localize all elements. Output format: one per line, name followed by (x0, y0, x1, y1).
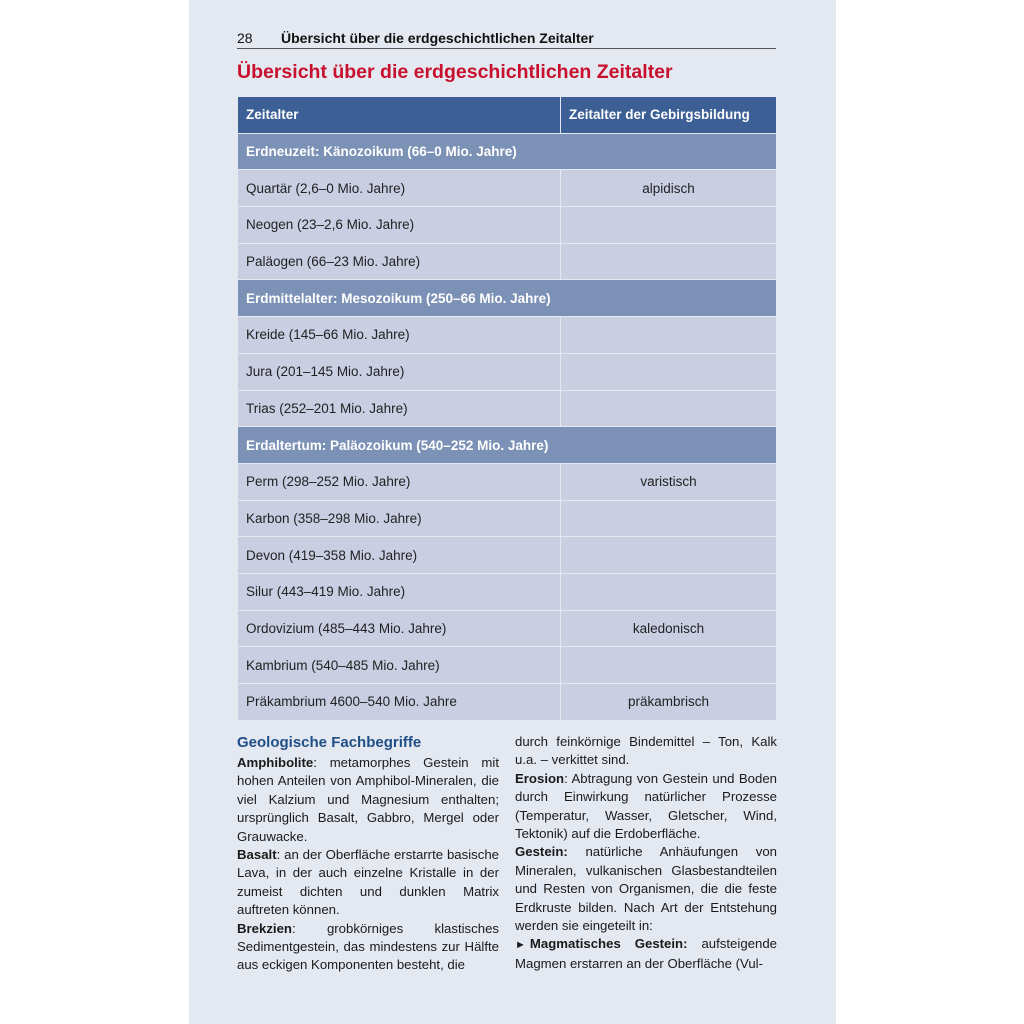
orogeny-cell (561, 573, 777, 610)
header-era: Zeitalter (238, 97, 561, 134)
table-row (238, 463, 777, 500)
glossary-entry-erosion (515, 770, 777, 844)
table-row (238, 243, 777, 280)
arrow-right-icon: ► (515, 939, 526, 952)
table-header-row (238, 97, 777, 134)
orogeny-cell (561, 500, 777, 537)
eras-table (237, 96, 777, 721)
glossary-entry-brekzien (237, 920, 499, 975)
glossary-definition: : an der Oberfläche erstarrte basische Lava, in der auch einzelne Kristalle in der zumeist dichten und dunklen Matrix auftreten können. (237, 847, 499, 918)
glossary-definition: : grobkörniges klastisches Sedimentgestein, das mindestens zur Hälfte aus eckigen Komponenten besteht, die (237, 920, 499, 973)
era-cell: Kreide (145–66 Mio. Jahre) (238, 317, 561, 354)
table-row (238, 573, 777, 610)
era-cell: Ordovizium (485–443 Mio. Jahre) (238, 610, 561, 647)
table-row (238, 684, 777, 721)
table-row (238, 390, 777, 427)
era-cell: Neogen (23–2,6 Mio. Jahre) (238, 207, 561, 244)
glossary-definition: aufsteigende Magmen erstarren an der Oberfläche (Vul- (515, 936, 777, 971)
orogeny-cell (561, 390, 777, 427)
book-page (189, 0, 836, 1024)
glossary-heading: Geologische Fachbegriffe (237, 734, 422, 751)
group-label: Erdaltertum: Paläozoikum (540–252 Mio. Jahre) (238, 427, 777, 464)
glossary-definition: : Abtragung von Gestein und Boden durch Einwirkung natürlicher Prozesse (Temperatur, Wasser, Gletscher, Wind, Tektonik) auf die Erdoberfläche. (515, 770, 777, 842)
orogeny-cell: varistisch (561, 463, 777, 500)
glossary-term: Gestein: (515, 844, 568, 860)
glossary-entry-basalt (237, 846, 499, 920)
orogeny-cell: kaledonisch (561, 610, 777, 647)
orogeny-cell (561, 647, 777, 684)
page-title: Übersicht über die erdgeschichtlichen Zeitalter (237, 61, 673, 83)
orogeny-cell: präkambrisch (561, 684, 777, 721)
glossary-term: Brekzien (237, 920, 292, 936)
glossary-definition: natürliche Anhäufungen von Mineralen, vulkanischen Glasbestandteilen und Resten von Organismen, die die feste Erdkruste bilden. Nach Art der Entstehung werden sie eingeteilt in: (515, 844, 777, 934)
orogeny-cell (561, 317, 777, 354)
glossary-continuation: durch feinkörnige Bindemittel – Ton, Kalk u.a. – verkittet sind. (515, 734, 777, 768)
glossary-term: Amphibolite (237, 755, 314, 770)
era-cell: Paläogen (66–23 Mio. Jahre) (238, 243, 561, 280)
era-cell: Jura (201–145 Mio. Jahre) (238, 353, 561, 390)
group-label: Erdneuzeit: Känozoikum (66–0 Mio. Jahre) (238, 133, 777, 170)
orogeny-cell (561, 353, 777, 390)
glossary-term: Magmatisches Gestein: (529, 936, 688, 952)
era-cell: Trias (252–201 Mio. Jahre) (238, 390, 561, 427)
page-number: 28 (237, 30, 253, 46)
glossary-column-right (515, 733, 777, 973)
glossary-definition: : metamorphes Gestein mit hohen Anteilen von Amphibol-Mineralen, die viel Kalzium und Magnesium enthalten; ursprünglich Basalt, Gabbro, Mergel oder Grauwacke. (237, 755, 499, 844)
glossary-entry-gestein (515, 843, 777, 935)
glossary-entry-magmatisch (515, 935, 777, 973)
era-cell: Kambrium (540–485 Mio. Jahre) (238, 647, 561, 684)
table-row (238, 500, 777, 537)
era-cell: Perm (298–252 Mio. Jahre) (238, 463, 561, 500)
running-header (237, 30, 776, 49)
era-cell: Quartär (2,6–0 Mio. Jahre) (238, 170, 561, 207)
glossary-column-left (237, 733, 499, 975)
era-cell: Devon (419–358 Mio. Jahre) (238, 537, 561, 574)
era-cell: Präkambrium 4600–540 Mio. Jahre (238, 684, 561, 721)
group-label: Erdmittelalter: Mesozoikum (250–66 Mio. Jahre) (238, 280, 777, 317)
table-row (238, 537, 777, 574)
table-row (238, 353, 777, 390)
group-row (238, 133, 777, 170)
group-row (238, 280, 777, 317)
glossary-entry-amphibolite (237, 754, 499, 846)
header-orogeny: Zeitalter der Gebirgsbildung (561, 97, 777, 134)
table-row (238, 610, 777, 647)
era-cell: Silur (443–419 Mio. Jahre) (238, 573, 561, 610)
table-row (238, 207, 777, 244)
table-row (238, 647, 777, 684)
era-cell: Karbon (358–298 Mio. Jahre) (238, 500, 561, 537)
glossary-term: Basalt (237, 847, 277, 863)
orogeny-cell: alpidisch (561, 170, 777, 207)
orogeny-cell (561, 537, 777, 574)
table-row (238, 170, 777, 207)
orogeny-cell (561, 243, 777, 280)
glossary-term: Erosion (515, 770, 565, 786)
running-title: Übersicht über die erdgeschichtlichen Zeitalter (281, 30, 594, 46)
group-row (238, 427, 777, 464)
table-row (238, 317, 777, 354)
orogeny-cell (561, 207, 777, 244)
